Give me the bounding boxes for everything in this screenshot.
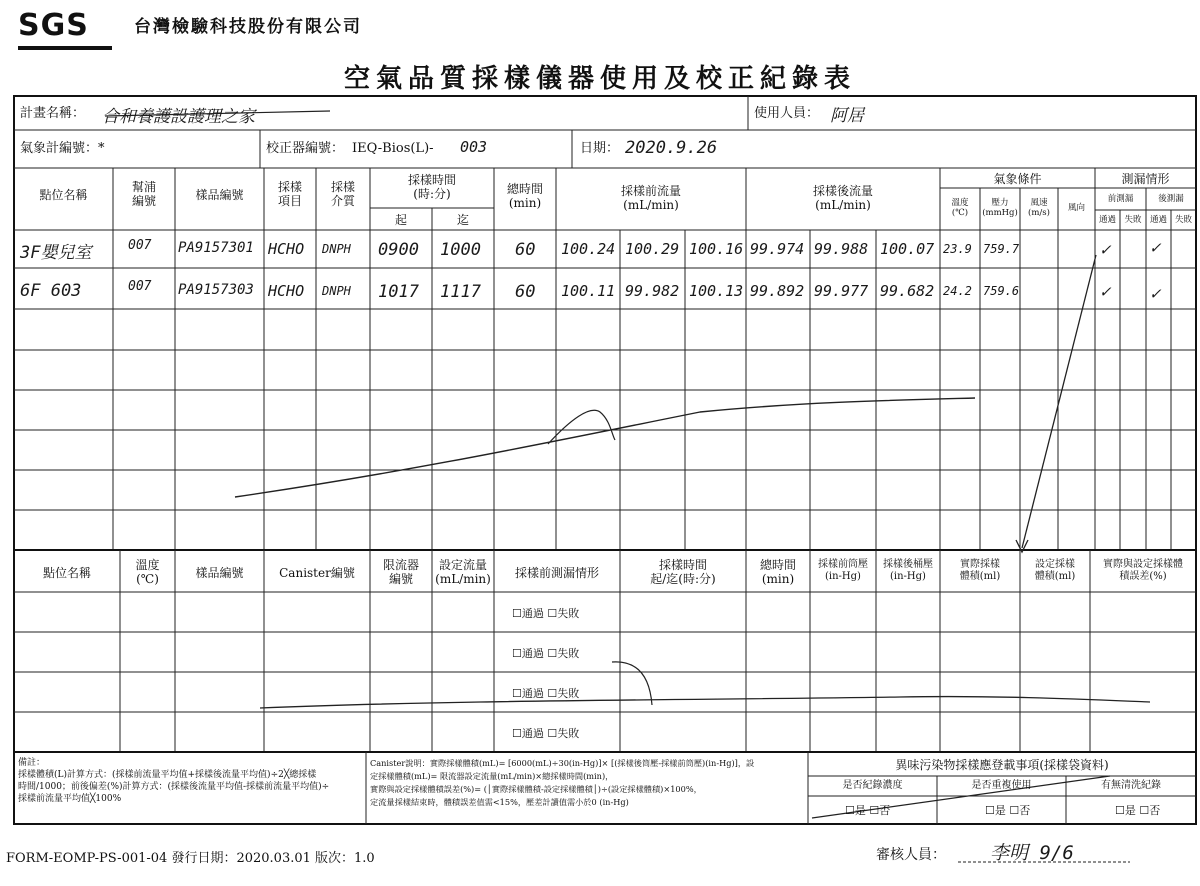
row1-post1: 99.974 [750, 240, 805, 258]
logo-text: SGS [18, 8, 89, 43]
t2-header-setvol: 設定採樣 體積(ml) [1034, 559, 1076, 582]
row1-pre1: 100.24 [561, 240, 616, 258]
row1-medium: DNPH [322, 242, 351, 256]
t2-header-error: 實際與設定採樣體 積誤差(%) [1103, 559, 1183, 582]
t2-header-setflow: 設定流量 (mL/min) [435, 558, 491, 586]
row2-pump: 007 [128, 279, 152, 294]
t1-header-pass-1: 通過 [1098, 215, 1116, 225]
user-value: 阿居 [830, 106, 864, 126]
canister-line-1: Canister說明：實際採樣體積(mL)= [6000(mL)÷30(in-Hg)]× [(採樣後筒壓-採樣前筒壓)(in-Hg)]，設 [370, 758, 755, 768]
t1-header-pre: 採樣前流量 (mL/min) [620, 184, 681, 212]
odor-col-reuse: 是否重複使用 [971, 780, 1032, 791]
row1-pressure: 759.7 [983, 242, 1020, 256]
row2-post2: 99.977 [814, 282, 869, 300]
row1-temp: 23.9 [943, 242, 972, 256]
t2-header-temp: 溫度 (℃) [135, 558, 160, 586]
date-label: 日期： [580, 141, 620, 156]
row1-total: 60 [515, 240, 536, 260]
row2-total: 60 [515, 282, 536, 302]
row2-pre-pass: ✓ [1100, 282, 1111, 302]
odor-col-clean: 有無清洗紀錄 [1101, 780, 1161, 791]
row1-pre2: 100.29 [625, 240, 680, 258]
form-title: 空氣品質採樣儀器使用及校正紀錄表 [343, 64, 856, 94]
row1-pre3: 100.16 [689, 240, 744, 258]
row2-medium: DNPH [322, 284, 351, 298]
project-label: 計畫名稱： [20, 106, 86, 121]
project-value: 合和養護設護理之家 [102, 107, 255, 127]
t1-header-leak: 測漏情形 [1121, 172, 1170, 186]
row1-point: 3F嬰兒室 [20, 243, 92, 263]
canister-line-3: 實際與設定採樣體積誤差(%)= (│實際採樣體積-設定採樣體積│)÷(設定採樣體積)×100%， [370, 784, 702, 794]
row2-post1: 99.892 [750, 282, 805, 300]
row1-post2: 99.988 [814, 240, 869, 258]
t1-header-point: 點位名稱 [39, 188, 88, 202]
t2-header-time: 採樣時間 起/迄(時:分) [650, 558, 716, 586]
t1-header-pressure: 壓力 (mmHg) [982, 198, 1018, 218]
row2-sample: PA9157303 [178, 282, 254, 298]
remark-line-2: 時間/1000；前後偏差(%)計算方式：(採樣後流量平均值-採樣前流量平均值)÷ [18, 782, 330, 792]
row1-post3: 100.07 [880, 240, 935, 258]
t2-header-limiter: 限流器 編號 [382, 558, 419, 586]
t1-header-sample: 樣品編號 [195, 188, 244, 202]
t2-header-point: 點位名稱 [42, 566, 91, 580]
t1-header-post: 採樣後流量 (mL/min) [812, 184, 873, 212]
row1-pump: 007 [128, 238, 152, 253]
row2-pressure: 759.6 [983, 284, 1020, 298]
t1-header-medium: 採樣 介質 [330, 180, 355, 208]
odor-yesno-3[interactable]: ☐是 ☐否 [1115, 804, 1161, 817]
t1-header-leak-post: 後測漏 [1158, 194, 1184, 204]
calibrator-label: 校正器編號： [266, 141, 345, 156]
odor-yesno-2[interactable]: ☐是 ☐否 [985, 804, 1031, 817]
calibrator-value: 003 [460, 138, 488, 156]
t2-header-canister: Canister編號 [279, 566, 355, 580]
leak-checkbox-row3[interactable]: ☐通過 ☐失敗 [512, 687, 580, 700]
t2-header-pre-pressure: 採樣前筒壓 (in-Hg) [818, 559, 868, 582]
row1-start: 0900 [378, 240, 419, 260]
row2-item: HCHO [268, 282, 305, 300]
canister-line-4: 定流量採樣結束時，體積誤差值需<15%，壓差計讀值需小於0 (in-Hg) [370, 797, 629, 807]
row2-point: 6F 603 [20, 281, 82, 301]
t2-header-sample: 樣品編號 [195, 566, 244, 580]
meter-label: 氣象計編號：* [20, 141, 105, 156]
reviewer-signature: 李明 9/6 [990, 842, 1074, 864]
odor-col-concentration: 是否紀錄濃度 [842, 780, 903, 791]
row2-temp: 24.2 [943, 284, 972, 298]
t1-header-wind: 風速 (m/s) [1028, 198, 1050, 218]
form-number: FORM-EOMP-PS-001-04 發行日期：2020.03.01 版次：1.0 [6, 851, 375, 866]
t2-header-leak: 採樣前測漏情形 [514, 566, 599, 580]
row1-item: HCHO [268, 240, 305, 258]
row1-pre-pass: ✓ [1100, 240, 1111, 260]
reviewer-label: 審核人員： [876, 847, 946, 863]
t2-header-actual: 實際採樣 體積(ml) [959, 559, 1001, 582]
canister-line-2: 定採樣體積(mL)= 限流器設定流量(mL/min)×總採樣時間(min)， [370, 771, 614, 781]
row1-end: 1000 [440, 240, 481, 260]
odor-yesno-1[interactable]: ☐是 ☐否 [845, 804, 891, 817]
row2-pre2: 99.982 [625, 282, 680, 300]
t1-header-leak-pre: 前測漏 [1107, 194, 1134, 204]
row1-post-pass: ✓ [1150, 238, 1161, 258]
t1-header-total: 總時間 (min) [506, 182, 543, 210]
t1-header-dir: 風向 [1067, 203, 1085, 213]
row2-post3: 99.682 [880, 282, 935, 300]
date-value: 2020.9.26 [625, 138, 718, 158]
t1-header-end: 迄 [456, 213, 469, 227]
remark-title: 備註： [18, 758, 46, 768]
leak-checkbox-row1[interactable]: ☐通過 ☐失敗 [512, 607, 580, 620]
t1-header-temp: 溫度 (℃) [951, 198, 969, 218]
t1-header-pass-2: 通過 [1149, 215, 1167, 225]
odor-title: 異味污染物採樣應登載事項(採樣袋資料) [895, 758, 1109, 772]
t2-header-post-pressure: 採樣後桶壓 (in-Hg) [883, 559, 933, 582]
remark-line-3: 採樣前流量平均值╳100% [18, 794, 122, 804]
row2-end: 1117 [440, 282, 481, 302]
row1-sample: PA9157301 [178, 240, 254, 256]
t1-header-pump: 幫浦 編號 [131, 180, 156, 208]
t1-header-weather: 氣象條件 [993, 172, 1042, 186]
t1-header-time: 採樣時間 (時:分) [407, 173, 456, 201]
t1-header-fail-2: 失敗 [1174, 215, 1192, 225]
remark-line-1: 採樣體積(L)計算方式：(採樣前流量平均值+採樣後流量平均值)÷2╳總採樣 [18, 770, 317, 780]
calibrator-prefix: IEQ-Bios(L)- [352, 141, 434, 156]
user-label: 使用人員： [754, 106, 820, 121]
t1-header-item: 採樣 項目 [277, 180, 302, 208]
t1-header-start: 起 [394, 213, 407, 227]
leak-checkbox-row4[interactable]: ☐通過 ☐失敗 [512, 727, 580, 740]
leak-checkbox-row2[interactable]: ☐通過 ☐失敗 [512, 647, 580, 660]
company-name: 台灣檢驗科技股份有限公司 [134, 17, 362, 37]
row2-start: 1017 [378, 282, 419, 302]
t2-header-total: 總時間 (min) [759, 558, 796, 586]
row2-pre1: 100.11 [561, 282, 616, 300]
t1-header-fail-1: 失敗 [1124, 215, 1142, 225]
row2-post-pass: ✓ [1150, 284, 1161, 304]
row2-pre3: 100.13 [689, 282, 744, 300]
